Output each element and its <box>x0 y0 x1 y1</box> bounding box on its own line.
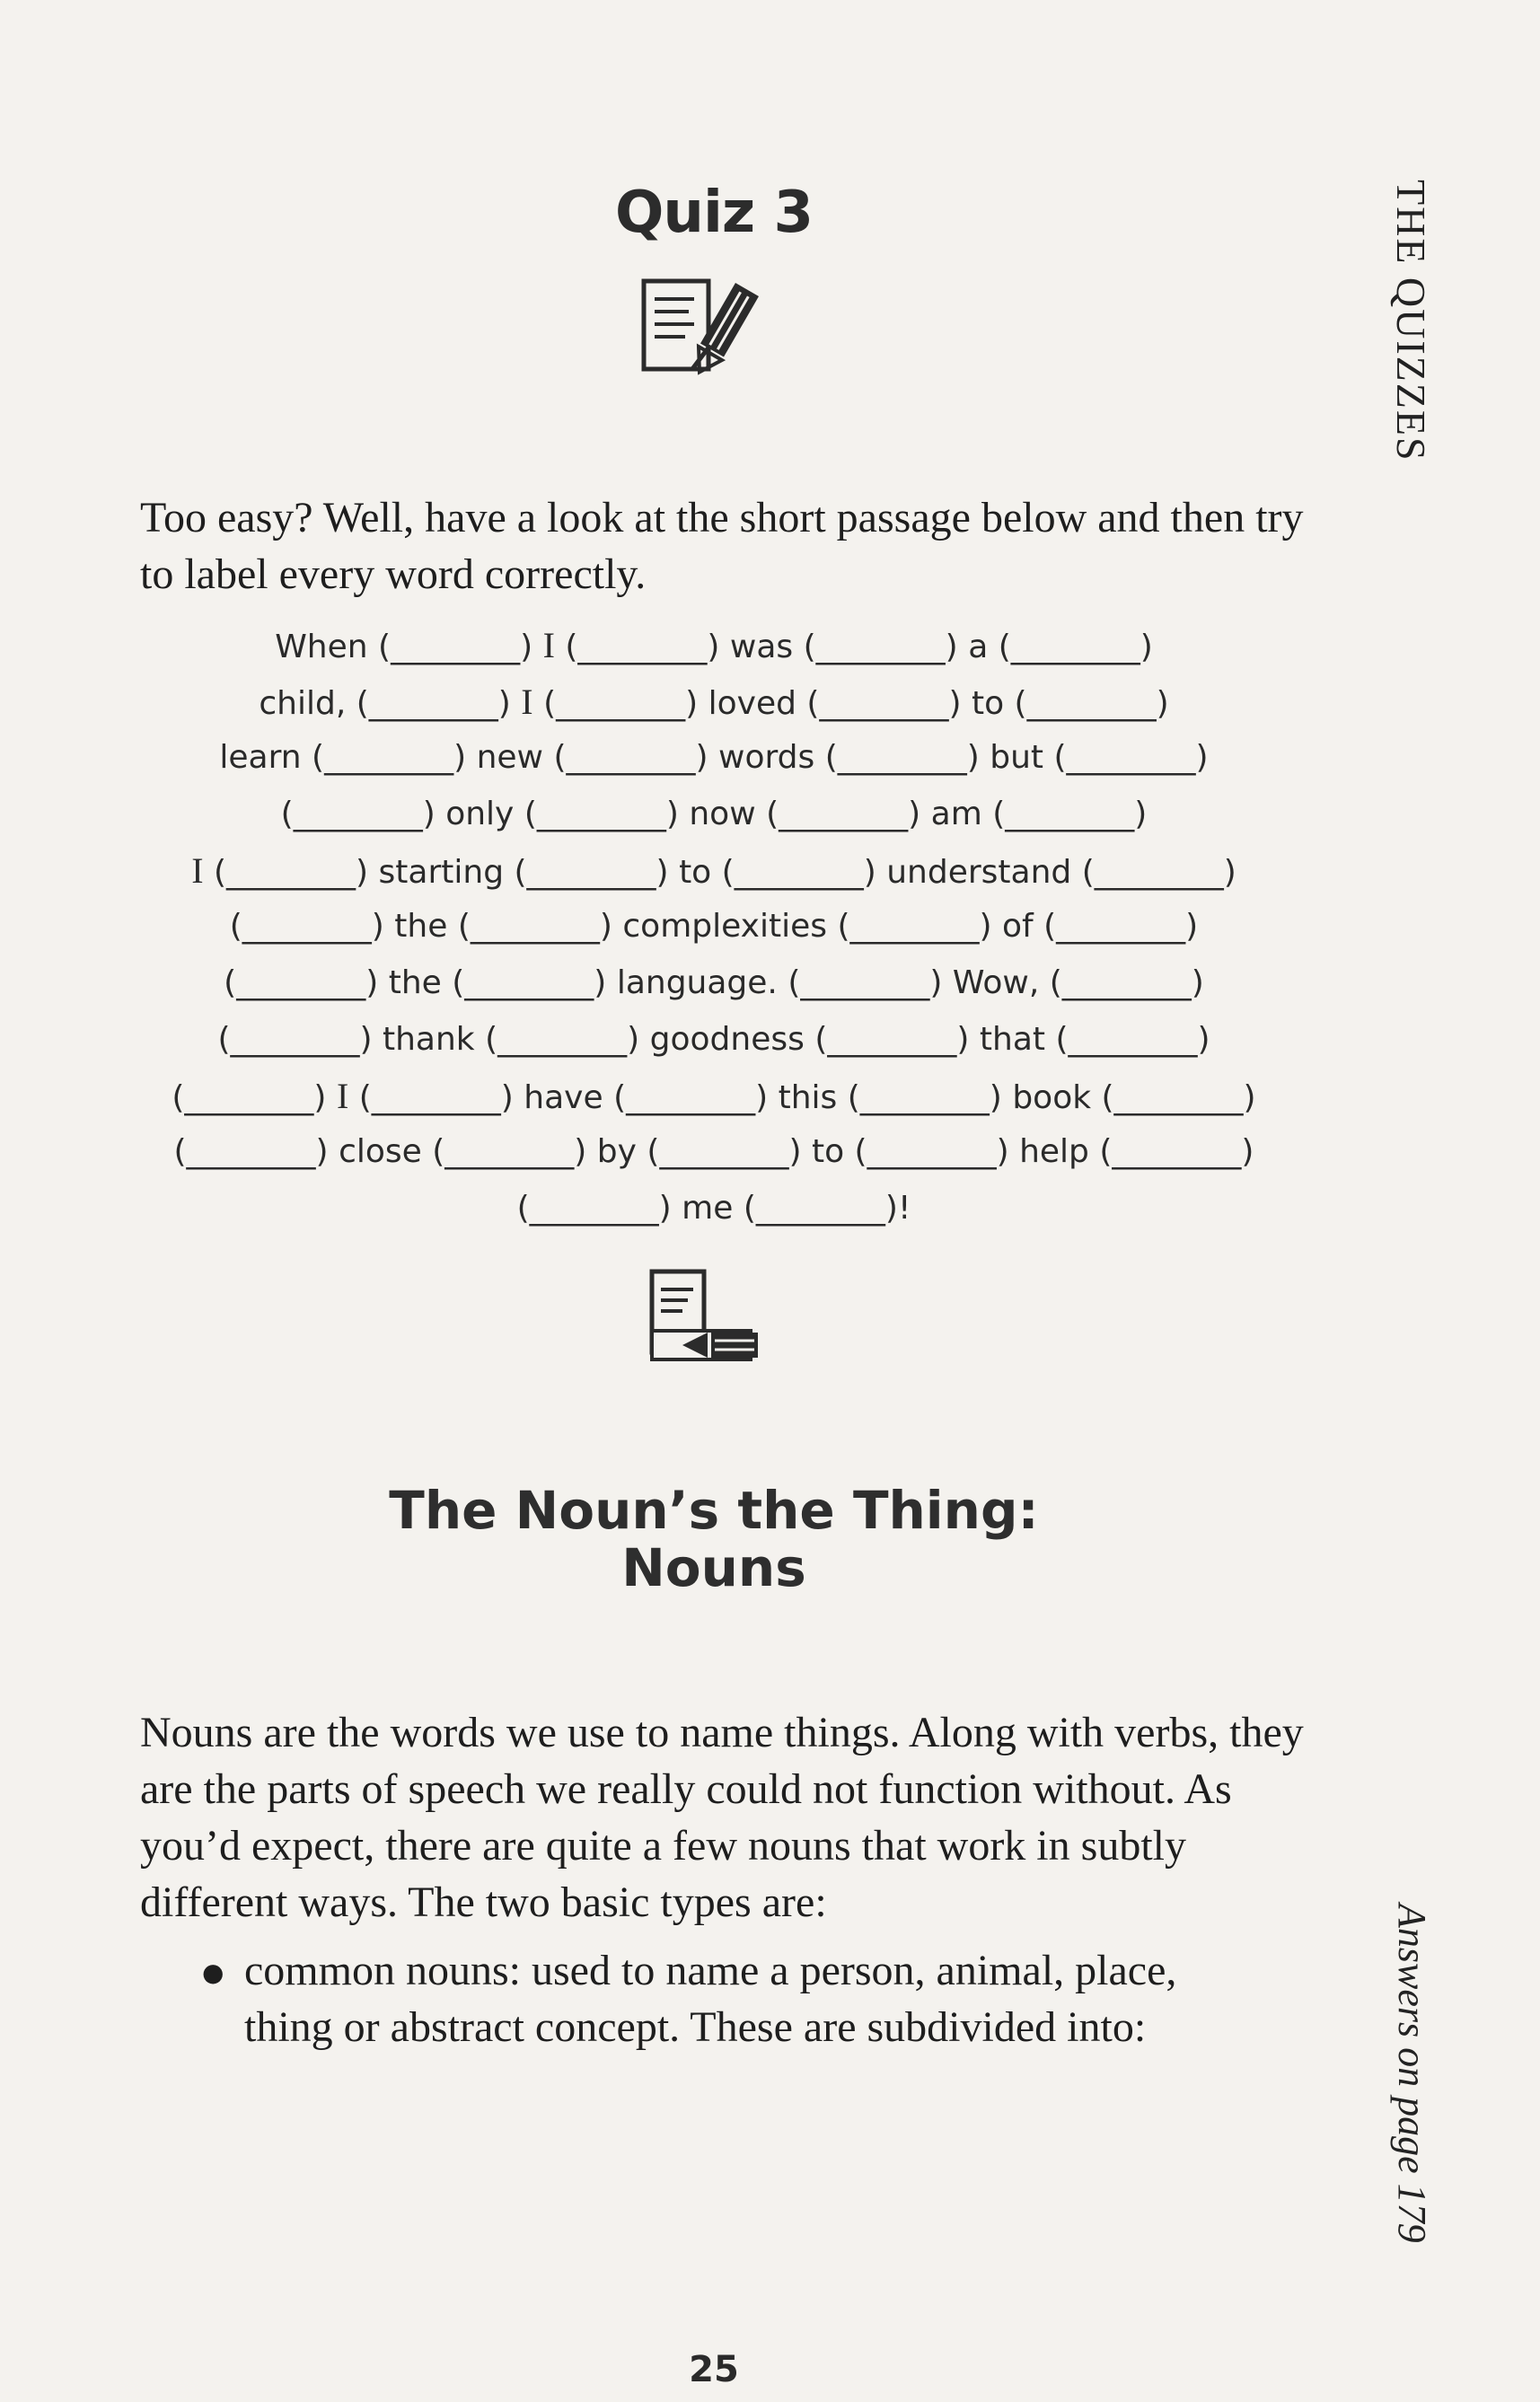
quiz-intro: Too easy? Well, have a look at the short passage below and then try to label every word correctly. <box>140 494 1304 598</box>
body-paragraph: Nouns are the words we use to name things. Along with verbs, they are the parts of speech we really could not function without. As you’d expect, there are quite a few nouns that work in subtly different ways. The two basic types are: <box>140 1709 1304 1926</box>
answer-blank: (________) <box>1081 853 1236 891</box>
answer-blank: (________) <box>847 1078 1002 1116</box>
passage-line <box>135 674 1293 731</box>
document-pencil-icon <box>647 1266 781 1378</box>
answer-blank: (________) <box>743 1189 898 1227</box>
answer-blank: (________) <box>1049 964 1204 1002</box>
answer-blank: (________) <box>312 739 467 777</box>
list-item-text: common nouns: used to name a person, animal, place, thing or abstract concept. These are subdivided into: <box>244 1947 1177 2051</box>
passage-word: of <box>1001 908 1034 946</box>
answer-blank: (________) <box>992 796 1148 833</box>
answer-blank: (________) <box>565 629 720 665</box>
passage-word: to <box>679 853 712 891</box>
passage-word: I <box>542 625 555 665</box>
answer-blank: (________) <box>217 1020 373 1058</box>
passage-word: complexities <box>622 908 827 946</box>
passage-word: a <box>968 629 989 665</box>
answer-blank: (________) <box>814 1020 970 1058</box>
answer-blank: (________) <box>1101 1078 1256 1116</box>
answer-blank: (________) <box>524 796 679 833</box>
answer-blank: (________) <box>803 629 958 665</box>
answer-blank: (________) <box>766 796 921 833</box>
passage-word: new <box>476 739 544 777</box>
section-heading <box>0 1482 1428 1597</box>
answer-blank: (________) <box>485 1020 640 1058</box>
passage-word: I <box>521 681 533 722</box>
passage-line <box>135 787 1293 843</box>
passage-word: to <box>811 1133 845 1171</box>
passage-word: to <box>971 684 1005 722</box>
passage-word: words <box>718 739 815 777</box>
answer-blank: (________) <box>280 796 436 833</box>
passage-word: I <box>191 849 204 891</box>
passage-word: book <box>1012 1078 1092 1116</box>
passage-line <box>135 730 1293 787</box>
running-header <box>1375 180 1456 521</box>
page-number: 25 <box>689 2349 739 2390</box>
answer-blank: (________) <box>378 629 533 665</box>
section-heading-line-1: The Noun’s the Thing: <box>389 1480 1039 1541</box>
passage-line <box>135 899 1293 955</box>
passage-word: only <box>445 796 515 833</box>
answers-note <box>1375 1904 1456 2245</box>
answer-blank: (________) <box>224 964 379 1002</box>
answer-blank: (________) <box>788 964 943 1002</box>
answer-blank: (________) <box>432 1133 587 1171</box>
passage-line <box>135 1012 1293 1069</box>
answer-blank: (________) <box>516 1189 672 1227</box>
passage-word: now <box>689 796 756 833</box>
list-item <box>198 1942 1248 2055</box>
passage-word: me <box>682 1189 734 1227</box>
answer-blank: (________) <box>229 908 384 946</box>
passage-word: by <box>596 1133 637 1171</box>
passage-line <box>135 618 1293 674</box>
passage-word: thank <box>383 1020 475 1058</box>
answer-blank: (________) <box>457 908 612 946</box>
answer-blank: (________) <box>998 629 1153 665</box>
answer-blank: (________) <box>213 853 369 891</box>
answer-blank: (________) <box>1014 684 1169 722</box>
passage-line <box>135 1181 1293 1237</box>
answer-blank: (________) <box>613 1078 769 1116</box>
passage-word: child, <box>259 684 347 722</box>
section-heading-line-2: Nouns <box>621 1537 806 1598</box>
answer-blank: (________) <box>543 684 699 722</box>
passage-line <box>135 1124 1293 1181</box>
passage-line <box>135 1069 1293 1125</box>
quiz-passage <box>135 618 1293 1237</box>
passage-line <box>135 843 1293 900</box>
passage-word: was <box>729 629 794 665</box>
answer-blank: (________) <box>824 739 980 777</box>
quiz-title: Quiz 3 <box>615 180 813 246</box>
passage-word: close <box>339 1133 422 1171</box>
answer-blank: (________) <box>358 1078 514 1116</box>
passage-word: help <box>1019 1133 1089 1171</box>
answer-blank: (________) <box>1043 908 1199 946</box>
answer-blank: (________) <box>1055 1020 1210 1058</box>
answer-blank: (________) <box>356 684 511 722</box>
answer-blank: (________) <box>172 1078 327 1116</box>
passage-word: I <box>336 1075 349 1116</box>
passage-end: ! <box>897 1189 911 1227</box>
running-header-text: THE QUIZZES <box>1388 180 1434 462</box>
bullet-icon: ● <box>202 1958 224 1987</box>
answer-blank: (________) <box>837 908 992 946</box>
passage-word: understand <box>886 853 1072 891</box>
passage-word: learn <box>219 739 302 777</box>
passage-word: Wow, <box>952 964 1040 1002</box>
answer-blank: (________) <box>514 853 669 891</box>
passage-line <box>135 955 1293 1012</box>
passage-word: loved <box>708 684 796 722</box>
passage-word: When <box>275 629 368 665</box>
passage-word: am <box>930 796 982 833</box>
passage-word: language. <box>616 964 778 1002</box>
passage-word: the <box>388 964 442 1002</box>
answer-blank: (________) <box>1099 1133 1254 1171</box>
answers-note-text: Answers on page 179 <box>1390 1904 1434 2243</box>
passage-word: this <box>778 1078 838 1116</box>
answer-blank: (________) <box>647 1133 802 1171</box>
document-pencil-icon <box>635 274 796 382</box>
answer-blank: (________) <box>806 684 962 722</box>
answer-blank: (________) <box>1053 739 1209 777</box>
answer-blank: (________) <box>721 853 876 891</box>
passage-word: goodness <box>649 1020 805 1058</box>
passage-word: that <box>979 1020 1045 1058</box>
passage-word: starting <box>378 853 505 891</box>
answer-blank: (________) <box>173 1133 329 1171</box>
passage-word: have <box>524 1078 603 1116</box>
answer-blank: (________) <box>553 739 708 777</box>
answer-blank: (________) <box>854 1133 1009 1171</box>
passage-word: the <box>394 908 448 946</box>
answer-blank: (________) <box>452 964 607 1002</box>
passage-word: but <box>990 739 1044 777</box>
